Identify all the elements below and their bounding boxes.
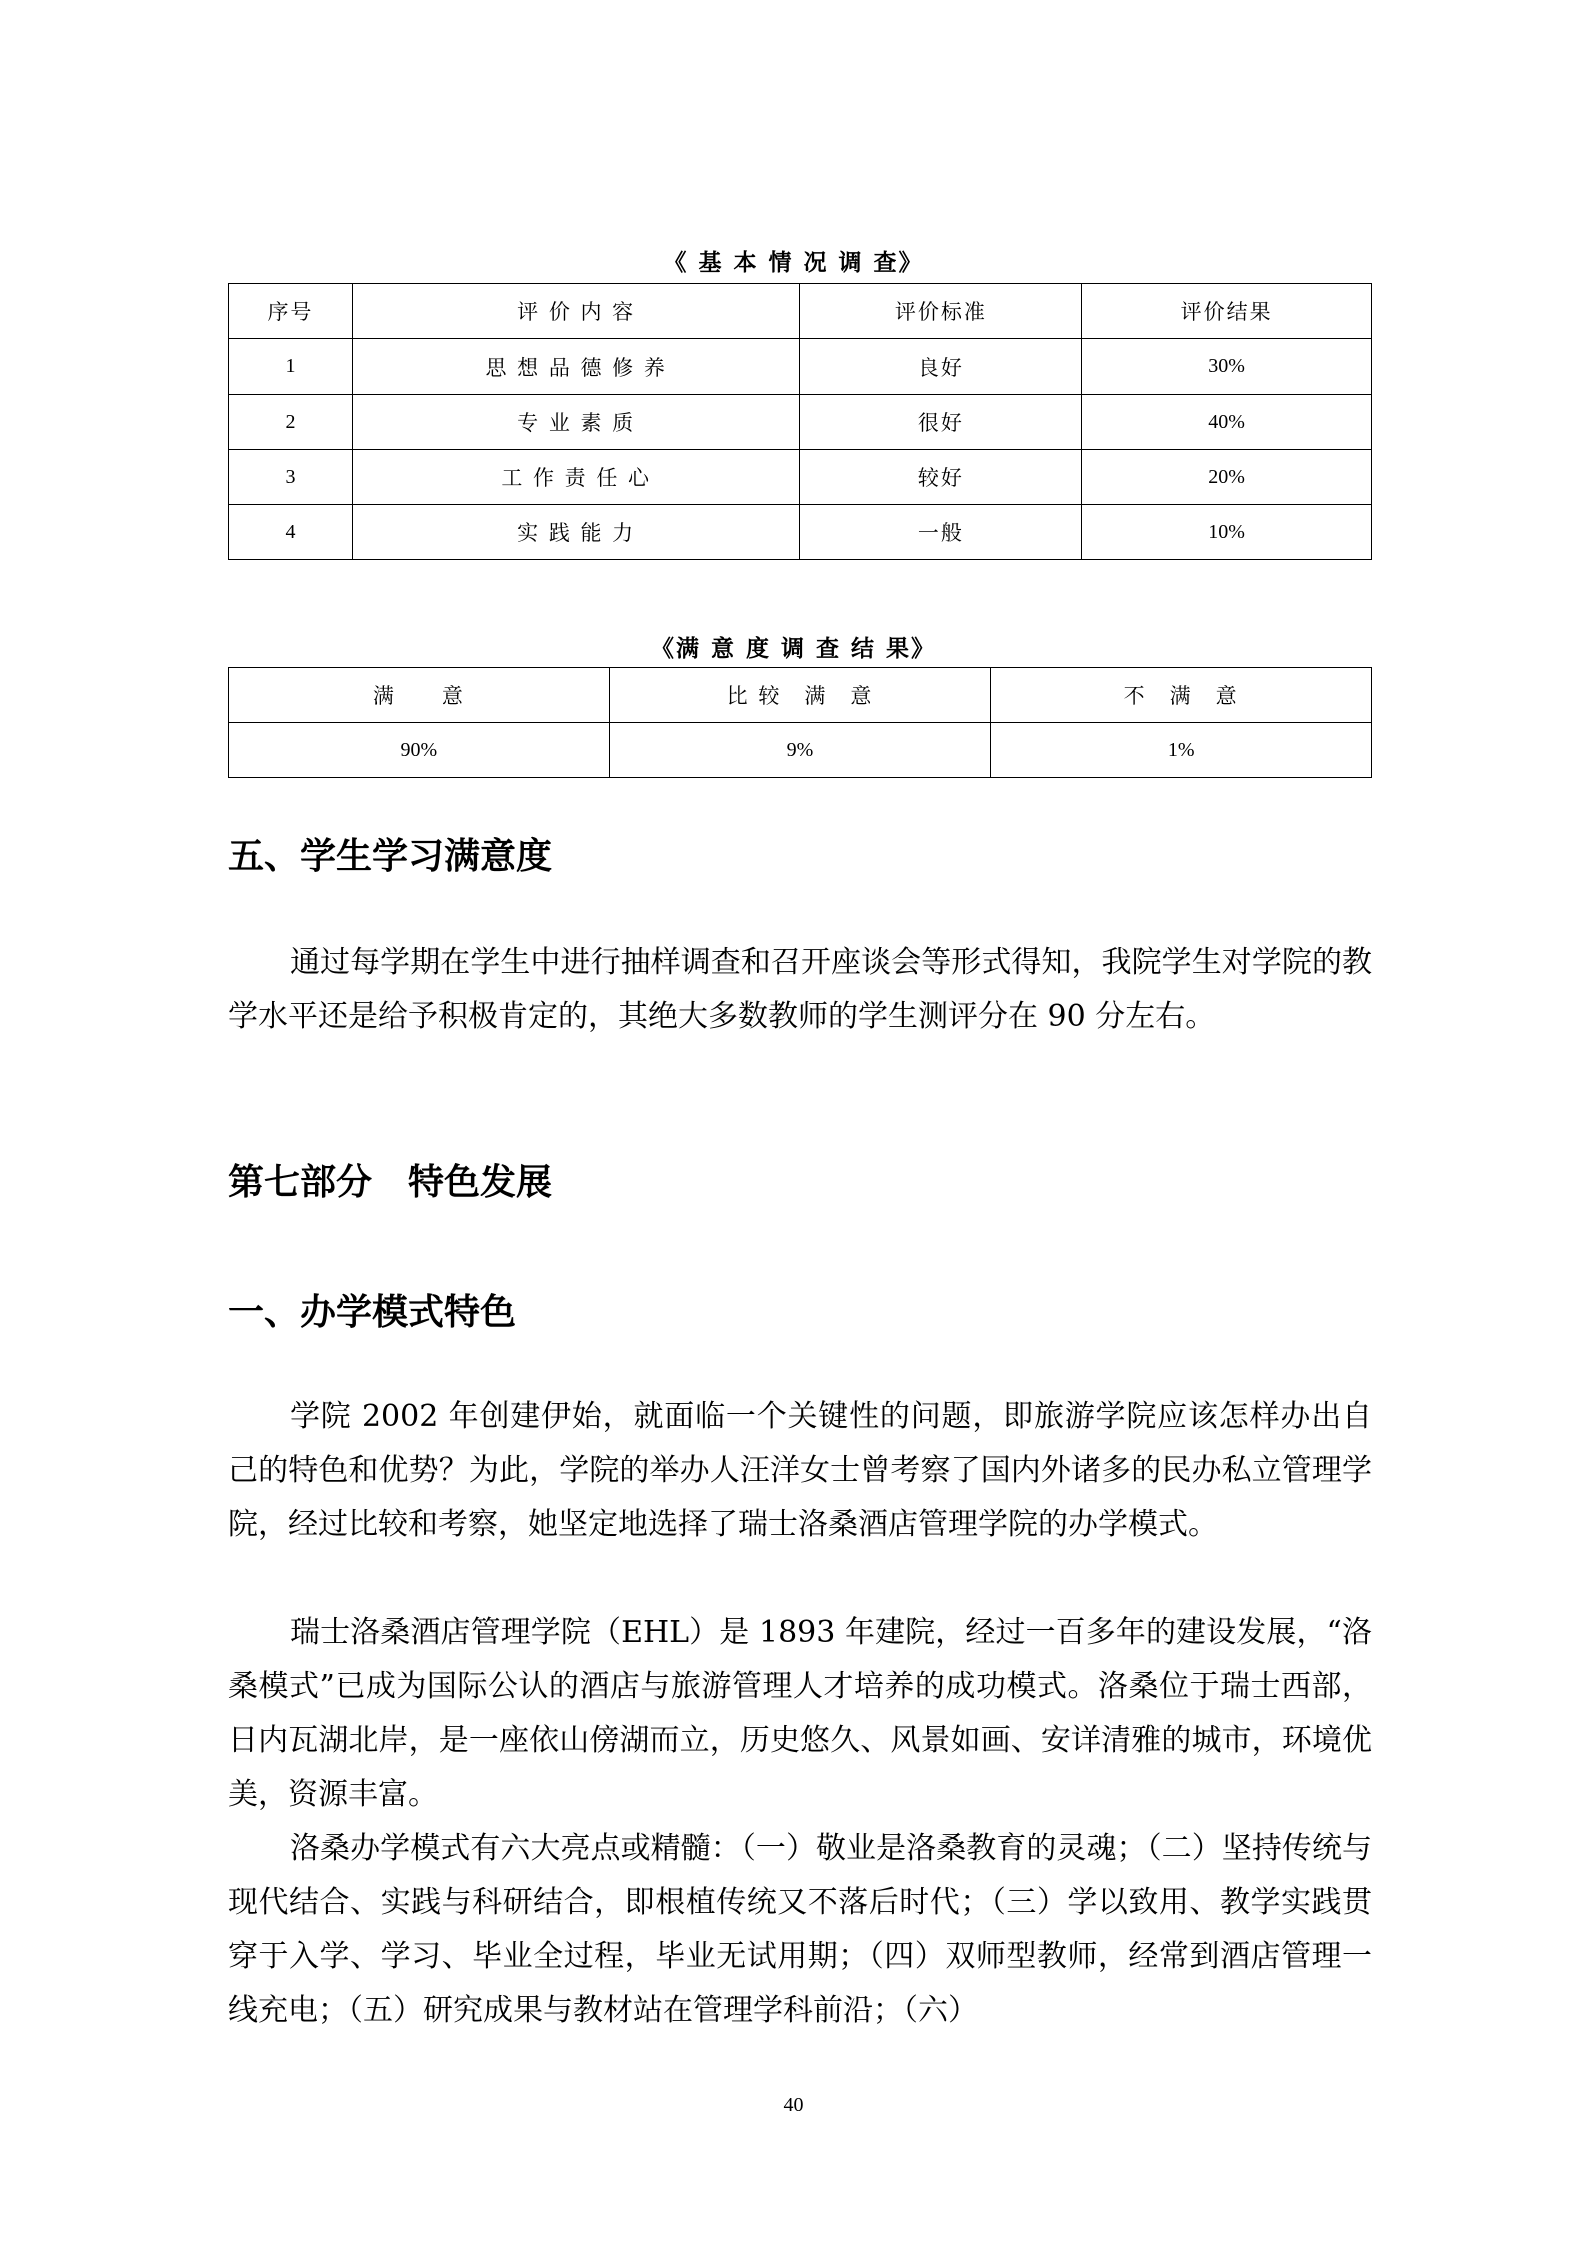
cell-content: 专 业 素 质 (352, 395, 800, 450)
cell-content: 实 践 能 力 (352, 505, 800, 560)
table-row (229, 339, 1372, 395)
table-row (229, 450, 1372, 505)
header-cell: 比 较 满 意 (609, 668, 991, 723)
table-header-row (229, 668, 1372, 723)
header-cell: 满 意 (229, 668, 610, 723)
cell-standard: 很好 (800, 395, 1082, 450)
cell-value: 90% (229, 723, 610, 778)
part7-heading: 第七部分 特色发展 (228, 1162, 553, 1203)
cell-result: 10% (1082, 505, 1372, 560)
section5-paragraph: 通过每学期在学生中进行抽样调查和召开座谈会等形式得知，我院学生对学院的教学水平还是给予积极肯定的，其绝大多数教师的学生测评分在 90 分左右。 (228, 945, 1372, 1034)
section5-heading: 五、学生学习满意度 (228, 836, 553, 877)
table-row (229, 723, 1372, 778)
table-row (229, 505, 1372, 560)
subsection1-paragraph: 瑞士洛桑酒店管理学院（EHL）是 1893 年建院，经过一百多年的建设发展，“洛桑模式”已成为国际公认的酒店与旅游管理人才培养的成功模式。洛桑位于瑞士西部，日内瓦湖北岸，是一座依山傍湖而立，历史悠久、风景如画、安详清雅的城市，环境优美，资源丰富。 (228, 1615, 1372, 1812)
table1-caption: 《 基 本 情 况 调 查》 (663, 250, 924, 276)
cell-value: 1% (991, 723, 1372, 778)
header-cell: 序号 (229, 284, 353, 339)
header-cell: 评 价 内 容 (352, 284, 800, 339)
cell-index: 2 (229, 395, 353, 450)
cell-result: 40% (1082, 395, 1372, 450)
header-cell: 评价结果 (1082, 284, 1372, 339)
table2-caption: 《满 意 度 调 查 结 果》 (650, 636, 937, 662)
cell-index: 3 (229, 450, 353, 505)
subsection1-paragraph: 洛桑办学模式有六大亮点或精髓：（一）敬业是洛桑教育的灵魂；（二）坚持传统与现代结合、实践与科研结合，即根植传统又不落后时代；（三）学以致用、教学实践贯穿于入学、学习、毕业全过程，毕业无试用期；（四）双师型教师，经常到酒店管理一线充电；（五）研究成果与教材站在管理学科前沿；（六） (228, 1831, 1372, 2028)
cell-index: 1 (229, 339, 353, 395)
cell-standard: 一般 (800, 505, 1082, 560)
cell-value: 9% (609, 723, 991, 778)
table-row (229, 395, 1372, 450)
header-cell: 评价标准 (800, 284, 1082, 339)
subsection1-paragraph: 学院 2002 年创建伊始，就面临一个关键性的问题，即旅游学院应该怎样办出自己的特色和优势？为此，学院的举办人汪洋女士曾考察了国内外诸多的民办私立管理学院，经过比较和考察，她坚定地选择了瑞士洛桑酒店管理学院的办学模式。 (228, 1399, 1372, 1542)
cell-result: 20% (1082, 450, 1372, 505)
cell-standard: 良好 (800, 339, 1082, 395)
cell-result: 30% (1082, 339, 1372, 395)
page-number: 40 (783, 2094, 804, 2116)
basic-survey-table (228, 283, 1372, 560)
satisfaction-table (228, 667, 1372, 778)
cell-standard: 较好 (800, 450, 1082, 505)
cell-content: 工 作 责 任 心 (352, 450, 800, 505)
table-header-row (229, 284, 1372, 339)
cell-content: 思 想 品 德 修 养 (352, 339, 800, 395)
cell-index: 4 (229, 505, 353, 560)
subsection1-heading: 一、办学模式特色 (228, 1292, 517, 1333)
header-cell: 不 满 意 (991, 668, 1372, 723)
